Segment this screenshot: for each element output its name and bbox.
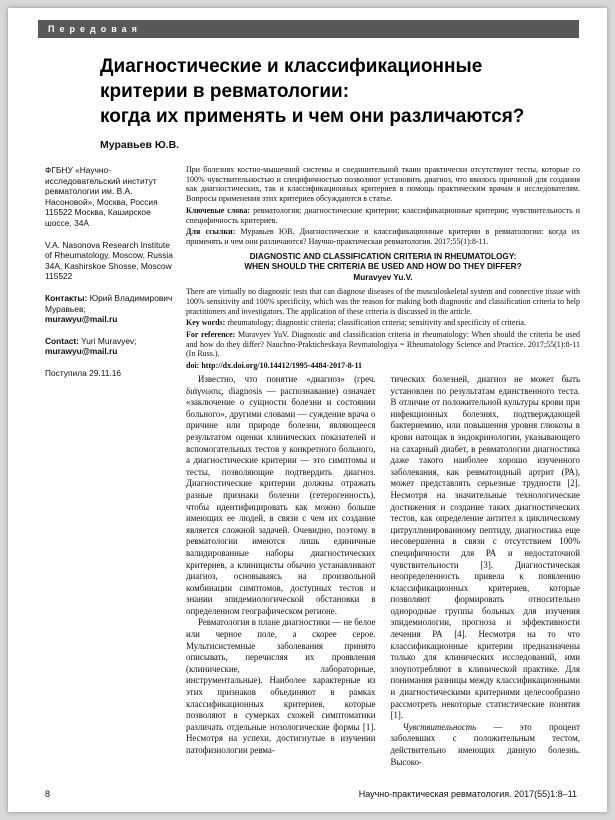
article-title-line2: критерии в ревматологии: [100,81,350,102]
abstract-ru-text: При болезнях костно-мышечной системы и соединительной ткани практически отсутствуют тесты, которые со 100% чувствительностью и специфичностью позволяют установить диагноз, что явилось причиной для создания как диагностических, так и классификационных критериев в помощь практическим врачам и исследователям. Вопросы применения этих критериев обсуждаются в статье. [186,165,580,204]
body-paragraph: тических болезней, диагноз не может быть установлен по результатам единственного теста. В отличие от положительной культуры крови при инфекционных болезнях, подтверждающей бактериемию, или повышения уровня глюкозы в крови натощак в эндокринологии, указывающего на сахарный диабет, в ревматологии диагностика даже такого наиболее хорошо изученного заболевания, как ревматоидный артрит (РА), может представлять серьезные трудности [2]. Несмотря на значительные технологические достижения и создание таких диагностических тестов, как определение антител к циклическому цитруллинированному пептиду, диагностика еще несовершенна в связи с отсутствием 100% специфичности для РА и недостаточной чувствительности [3]. Диагностическая неопределенность привела к появлению классификационных критериев, которые позволяют формировать относительно однородные группы больных для изучения эпидемиологии, прогноза и эффективности лечения РА [4]. Несмотря на то что классификационные критерии предназначены только для клинических исследований, ими злоупотребляют в клинической практике. Для понимания разницы между классификационными и диагностическими критериями целесообразно рассмотреть некоторые статистические понятия [1]. [390,374,580,721]
abstract-ru-keywords [186,206,580,225]
term-sensitivity: Чувствительность [402,721,477,732]
page-number: 8 [45,789,51,799]
article-title [100,54,584,129]
keywords-ru-label: Ключевые слова: [186,205,251,215]
reference-ru-text: Муравьев ЮВ. Диагностические и классификационные критерии в ревматологии: когда их применять и чем они различаются? Научно-практическая ревматология. 2017;55(1):8-11. [186,227,580,246]
keywords-ru-text: ревматология; диагностические критерии; классификационные критерии; чувствительность и специфичность критериев. [186,205,581,225]
article-title-line1: Диагностические и классификационные [100,56,483,77]
abstract-en-author: Muravyev Yu.V. [353,273,413,283]
body-paragraph: Ревматология в плане диагностики — не белое или черное поле, а скорее серое. Мультисистемные заболевания принято описывать, перечисляя их проявления (клинические, лабораторные, инструментальные). Наиболее характерные из этих признаков объединяют в рамках классификационных критериев, которые позволяют в сумерках схожей симптоматики различать отдельные нозологические формы [1]. Несмотря на успехи, достигнутые в изучении патофизиологии ревма- [186,617,376,755]
article-body [186,374,580,780]
contact-en-email: murawyu@mail.ru [45,346,118,357]
body-column-left [186,374,376,780]
body-paragraph: Известно, что понятие «диагноз» (греч. διάγνωσις, diagnosis — распознавание) означает «заключение о сущности болезни и состоянии больного», другими словами — суждение врача о причине или природе болезни, являющееся результатом оценки клинических показателей и вспомогательных тестов у конкретного больного, а диагностические критерии — это симптомы и тесты, позволяющие подтвердить диагноз. Диагностические критерии должны отражать разные признаки болезни (гетерогенность), чтобы идентифицировать как можно больше имеющих ее людей, в связи с чем их создание является сложной задачей. Очевидно, поэтому в ревматологии имеются лишь единичные валидированные наборы диагностических критериев, а клиницисты обычно устанавливают диагноз, основываясь на произвольной комбинации симптомов, доступных тестов и знании эпидемиологической обстановки в определенном географическом регионе. [186,374,376,616]
affiliation-ru: ФГБНУ «Научно-исследовательский институт ревматологии им. В.А. Насоновой», Москва, Россия 115522 Москва, Каширское шоссе, 34А [45,165,158,228]
contacts-ru-label: Контакты: [45,292,88,303]
abstract-en-keywords [186,318,580,328]
keywords-en-text: rheumatology; diagnostic criteria; classification criteria; sensitivity and specificity of criteria. [227,318,526,328]
abstract-en-title-line1: DIAGNOSTIC AND CLASSIFICATION CRITERIA IN RHEUMATOLOGY: [249,251,517,261]
abstract-en-text: There are virtually no diagnostic tests that can diagnose diseases of the musculoskeletal system and connective tissue with 100% sensitivity and 100% specificity, which was the reason for making both diagnostic and classification criteria to help practitioners and investigators. The application of these criteria is discussed in the article. [186,287,580,316]
abstract-en-title-line2: WHEN SHOULD THE CRITERIA BE USED AND HOW DO THEY DIFFER? [244,262,522,272]
reference-ru-label: Для ссылки: [186,227,236,237]
abstract-en-title [186,252,580,273]
abstract-ru-reference [186,227,580,246]
body-column-right [391,374,581,780]
abstract-en-reference [186,330,580,359]
received-date: Поступила 29.11.16 [45,367,122,378]
reference-en-text: Muravyev YuV. Diagnostic and classification criteria in rheumatology: When should the criteria be used and how do they differ? Nauchno-Prakticheskaya Revmatologiya = Rheumatology Science and Practice. 2017;55(1):8-11 (In Russ.). [186,329,581,359]
abstract-block [186,165,580,373]
affiliation-en: V.A. Nasonova Research Institute of Rheumatology, Moscow, Russia 34A, Kashirskoe Shosse, Moscow 115522 [45,239,173,282]
reference-en-label: For reference: [186,329,236,339]
article-title-line3: когда их применять и чем они различаются? [100,106,525,127]
keywords-en-label: Key words: [186,318,226,328]
page-footer [45,789,577,799]
article-author: Муравьев Ю.В. [100,139,180,151]
journal-page [8,8,607,812]
journal-reference: Научно-практическая ревматология. 2017(55)1:8–11 [358,789,577,799]
contacts-ru-email: murawyu@mail.ru [45,314,118,325]
doi-line: doi: http://dx.doi.org/10.14412/1995-4484-2017-8-11 [186,361,363,371]
contact-en-label: Contact: [45,335,79,346]
rubric-label: Передовая [48,24,142,34]
body-paragraph [391,722,581,768]
contacts-ru-name: Юрий Владимирович Муравьев; [45,292,173,314]
rubric-bar [38,20,579,38]
contacts-ru [45,293,173,325]
affiliation-sidebar [45,165,173,390]
contact-en [45,336,173,357]
body-paragraph-rest: — это процент заболевших с положительным тестом, действительно имеющих данную болезнь. Высоко- [390,721,580,767]
contact-en-name: Yuri Muravyev; [81,335,137,346]
